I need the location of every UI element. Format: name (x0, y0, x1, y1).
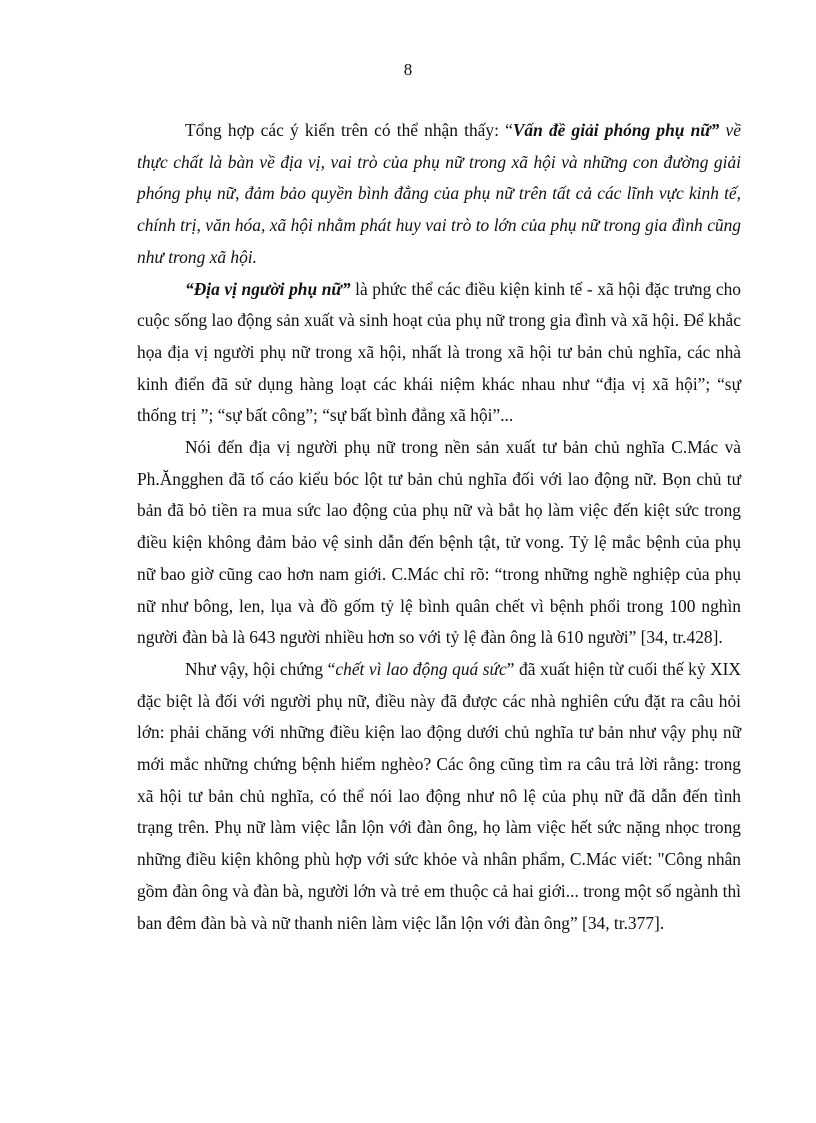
paragraph-2-text: là phức thể các điều kiện kinh tế - xã hội đặc trưng cho cuộc sống lao động sản xuất và sinh hoạt của phụ nữ trong gia đình và xã hội. Để khắc họa địa vị người phụ nữ trong xã hội, nhất là trong xã hội tư bản chủ nghĩa, các nhà kinh điển đã sử dụng hàng loạt các khái niệm khác nhau như “địa vị xã hội”; “sự thống trị ”; “sự bất công”; “sự bất bình đẳng xã hội”... (137, 278, 741, 426)
paragraph-4 (137, 654, 741, 939)
paragraph-4-italic-phrase: chết vì lao động quá sức (335, 658, 507, 679)
body-text (137, 115, 741, 939)
page-number: 8 (403, 60, 413, 79)
paragraph-2 (137, 274, 741, 433)
paragraph-3-text: Nói đến địa vị người phụ nữ trong nền sản xuất tư bản chủ nghĩa C.Mác và Ph.Ăngghen đã tố cáo kiểu bóc lột tư bản chủ nghĩa đối với lao động nữ. Bọn chủ tư bản đã bỏ tiền ra mua sức lao động của phụ nữ và bắt họ làm việc đến kiệt sức trong điều kiện không đảm bảo vệ sinh dẫn đến bệnh tật, tử vong. Tỷ lệ mắc bệnh của phụ nữ bao giờ cũng cao hơn nam giới. C.Mác chỉ rõ: “trong những nghề nghiệp của phụ nữ như bông, len, lụa và đồ gốm tỷ lệ bình quân chết vì bệnh phổi trong 100 nghìn người đàn bà là 643 người nhiều hơn so với tỷ lệ đàn ông là 610 người” [34, tr.428]. (137, 437, 741, 648)
paragraph-1-emphasis: Vấn đề giải phóng phụ nữ” (512, 120, 720, 140)
paragraph-4-text: ” đã xuất hiện từ cuối thế kỷ XIX đặc biệt là đối với người phụ nữ, điều này đã được các nhà nghiên cứu đặt ra câu hỏi lớn: phải chăng với những điều kiện lao động dưới chủ nghĩa tư bản như vậy phụ nữ mới mắc những chứng bệnh hiểm nghèo? Các ông cũng tìm ra câu trả lời rằng: trong xã hội tư bản chủ nghĩa, có thể nói lao động như nô lệ của phụ nữ đã dẫn đến tình trạng trên. Phụ nữ làm việc lẫn lộn với đàn ông, họ làm việc hết sức nặng nhọc trong những điều kiện không phù hợp với sức khỏe và nhân phẩm, C.Mác viết: "Công nhân gồm đàn ông và đàn bà, người lớn và trẻ em thuộc cả hai giới... trong một số ngành thì ban đêm đàn bà và nữ thanh niên làm việc lẫn lộn với đàn ông” [34, tr.377]. (137, 658, 741, 933)
paragraph-1 (137, 115, 741, 274)
paragraph-1-italic: về thực chất là bàn về địa vị, vai trò của phụ nữ trong xã hội và những con đường giải phóng phụ nữ, đảm bảo quyền bình đẳng của phụ nữ trên tất cả các lĩnh vực kinh tế, chính trị, văn hóa, xã hội nhằm phát huy vai trò to lớn của phụ nữ trong gia đình cũng như trong xã hội. (137, 120, 741, 267)
paragraph-1-lead: Tổng hợp các ý kiến trên có thể nhận thấy: “ (185, 120, 513, 140)
paragraph-3 (137, 432, 741, 654)
paragraph-2-term: “Địa vị người phụ nữ” (185, 278, 351, 299)
paragraph-4-lead: Như vậy, hội chứng “ (185, 658, 336, 679)
